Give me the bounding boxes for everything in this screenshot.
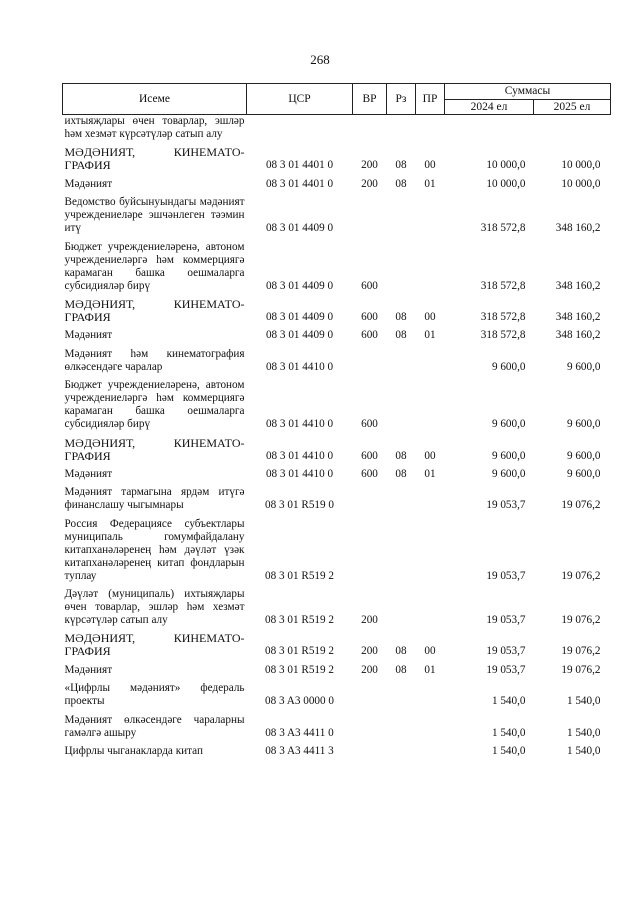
row-vr: 200 xyxy=(361,645,378,658)
row-name: Мәдәният xyxy=(64,329,113,342)
row-pr: 01 xyxy=(424,467,436,480)
row-vr: 200 xyxy=(361,614,378,627)
row-csr: 08 3 01 4410 0 xyxy=(265,418,334,431)
row-name: Мәдәният xyxy=(64,467,113,480)
row-rz xyxy=(387,714,416,745)
row-name: Россия Федерациясе субъектлары муниципаль гомумфайдалану китапханәләренең һәм дәүләт үзәк китапханәләренең китап фондларын туплау xyxy=(64,517,245,582)
row-vr xyxy=(353,714,387,745)
row-pr: 01 xyxy=(424,663,436,676)
row-vr: 600 xyxy=(361,310,378,323)
row-csr: 08 3 01 R519 2 xyxy=(265,569,334,582)
row-csr: 08 3 01 4410 0 xyxy=(265,360,334,373)
row-csr: 08 3 01 4401 0 xyxy=(265,159,334,172)
table-row xyxy=(63,329,611,347)
header-csr: ЦСР xyxy=(247,84,353,115)
row-pr: 00 xyxy=(424,645,436,658)
row-csr: 08 3 A3 0000 0 xyxy=(265,695,334,708)
row-rz: 08 xyxy=(395,310,407,323)
table-body xyxy=(63,115,611,764)
row-pr: 00 xyxy=(424,159,436,172)
row-rz xyxy=(387,518,416,588)
row-csr: 08 3 01 4410 0 xyxy=(265,449,334,462)
row-amount-2025: 10 000,0 xyxy=(561,159,601,172)
row-amount-2025: 19 076,2 xyxy=(561,645,601,658)
table-row xyxy=(63,437,611,468)
row-rz xyxy=(387,379,416,436)
row-name: Мәдәният xyxy=(64,177,113,190)
row-name: «Цифрлы мәдәният» федераль проекты xyxy=(64,682,245,708)
table-row xyxy=(63,632,611,663)
row-amount-2024: 19 053,7 xyxy=(486,645,526,658)
row-vr xyxy=(353,682,387,713)
row-name: Мәдәният тармагына ярдәм итүгә финанслашу чыгымнары xyxy=(64,486,245,512)
table-row xyxy=(63,178,611,196)
row-vr: 200 xyxy=(361,159,378,172)
row-vr xyxy=(353,518,387,588)
table-row xyxy=(63,664,611,682)
row-pr xyxy=(416,714,445,745)
row-pr xyxy=(416,745,445,763)
row-amount-2025: 1 540,0 xyxy=(566,695,601,708)
row-amount-2024: 318 572,8 xyxy=(480,329,526,342)
row-vr: 600 xyxy=(361,279,378,292)
row-name: МӘДӘНИЯТ, КИНЕМАТО-ГРАФИЯ xyxy=(64,631,245,659)
row-csr: 08 3 01 R519 2 xyxy=(265,614,334,627)
row-csr: 08 3 01 R519 2 xyxy=(265,645,334,658)
row-csr: 08 3 01 4401 0 xyxy=(265,177,334,190)
row-amount-2025: 1 540,0 xyxy=(566,726,601,739)
header-sums: Суммасы xyxy=(445,84,611,100)
table-row xyxy=(63,714,611,745)
row-rz xyxy=(387,486,416,517)
row-amount-2024: 10 000,0 xyxy=(486,159,526,172)
table-row xyxy=(63,241,611,298)
row-amount-2024: 1 540,0 xyxy=(491,726,526,739)
row-amount-2025: 9 600,0 xyxy=(566,418,601,431)
row-pr xyxy=(416,348,445,379)
table-header xyxy=(63,84,611,115)
row-pr xyxy=(416,486,445,517)
row-amount-2024: 19 053,7 xyxy=(486,569,526,582)
table-row xyxy=(63,379,611,436)
row-rz: 08 xyxy=(395,159,407,172)
row-csr: 08 3 01 R519 2 xyxy=(265,663,334,676)
row-pr xyxy=(416,196,445,240)
row-amount-2025: 348 160,2 xyxy=(555,310,601,323)
row-name: МӘДӘНИЯТ, КИНЕМАТО-ГРАФИЯ xyxy=(64,296,245,324)
row-amount-2024: 9 600,0 xyxy=(491,360,526,373)
row-rz xyxy=(387,682,416,713)
row-name: Бюджет учреждениеләренә, автоном учреждениеләргә һәм коммерциягә карамаган башка оешмаларга субсидияләр бирү xyxy=(64,240,245,292)
row-rz: 08 xyxy=(395,329,407,342)
row-rz: 08 xyxy=(395,177,407,190)
row-name: Ведомство буйсынуындагы мәдәният учреждениеләре эшчәнлеген тәэмин итү xyxy=(64,196,245,235)
row-vr xyxy=(353,486,387,517)
row-pr: 01 xyxy=(424,177,436,190)
row-csr: 08 3 01 4409 0 xyxy=(265,310,334,323)
table-row xyxy=(63,745,611,763)
row-csr xyxy=(247,115,353,147)
row-amount-2025: 19 076,2 xyxy=(561,614,601,627)
row-vr: 600 xyxy=(361,449,378,462)
row-rz: 08 xyxy=(395,663,407,676)
row-amount-2025: 19 076,2 xyxy=(561,569,601,582)
row-csr: 08 3 01 4409 0 xyxy=(265,279,334,292)
row-amount-2025: 9 600,0 xyxy=(566,449,601,462)
table-row xyxy=(63,196,611,240)
row-amount-2024: 318 572,8 xyxy=(480,279,526,292)
row-amount-2024: 19 053,7 xyxy=(486,663,526,676)
header-rz: Рз xyxy=(387,84,416,115)
row-amount-2025: 348 160,2 xyxy=(555,329,601,342)
row-pr xyxy=(416,518,445,588)
row-rz: 08 xyxy=(395,449,407,462)
row-amount-2025: 348 160,2 xyxy=(555,279,601,292)
header-year-2025: 2025 ел xyxy=(534,99,611,115)
row-name: МӘДӘНИЯТ, КИНЕМАТО-ГРАФИЯ xyxy=(64,145,245,173)
row-amount-2024: 19 053,7 xyxy=(486,499,526,512)
header-name: Исеме xyxy=(63,84,247,115)
row-amount-2025: 19 076,2 xyxy=(561,499,601,512)
table-row xyxy=(63,682,611,713)
row-amount-2025: 10 000,0 xyxy=(561,177,601,190)
row-amount-2025: 348 160,2 xyxy=(555,222,601,235)
row-vr xyxy=(353,115,387,147)
table-row xyxy=(63,588,611,632)
row-vr xyxy=(353,196,387,240)
row-csr: 08 3 01 4409 0 xyxy=(265,329,334,342)
row-amount-2024: 10 000,0 xyxy=(486,177,526,190)
row-csr: 08 3 01 4410 0 xyxy=(265,467,334,480)
table-row xyxy=(63,146,611,177)
row-rz xyxy=(387,241,416,298)
row-rz xyxy=(387,745,416,763)
row-vr: 200 xyxy=(361,663,378,676)
row-rz xyxy=(387,588,416,632)
table-row xyxy=(63,486,611,517)
row-csr: 08 3 A3 4411 3 xyxy=(265,745,334,758)
row-amount-2024 xyxy=(445,115,534,147)
row-vr xyxy=(353,348,387,379)
row-name: Мәдәният xyxy=(64,663,113,676)
row-csr: 08 3 A3 4411 0 xyxy=(265,726,334,739)
header-pr: ПР xyxy=(416,84,445,115)
row-amount-2024: 1 540,0 xyxy=(491,695,526,708)
row-name: Дәүләт (муниципаль) ихтыяҗлары өчен товарлар, эшләр һәм хезмәт күрсәтүләр сатып алу xyxy=(64,588,245,627)
row-amount-2025: 9 600,0 xyxy=(566,467,601,480)
row-pr: 00 xyxy=(424,310,436,323)
row-csr: 08 3 01 R519 0 xyxy=(265,499,334,512)
row-pr xyxy=(416,241,445,298)
row-vr: 200 xyxy=(361,177,378,190)
header-vr: ВР xyxy=(353,84,387,115)
row-pr xyxy=(416,682,445,713)
row-vr xyxy=(353,745,387,763)
row-name: Мәдәният һәм кинематография өлкәсендәге чаралар xyxy=(64,347,245,373)
row-name: Цифрлы чыганакларда китап xyxy=(64,745,203,758)
row-pr: 01 xyxy=(424,329,436,342)
row-amount-2024: 9 600,0 xyxy=(491,418,526,431)
row-amount-2025: 1 540,0 xyxy=(566,745,601,758)
row-name: Мәдәният өлкәсендәге чараларны гамәлгә ашыру xyxy=(64,713,245,739)
row-rz: 08 xyxy=(395,645,407,658)
row-vr: 600 xyxy=(361,329,378,342)
row-amount-2024: 318 572,8 xyxy=(480,310,526,323)
row-vr: 600 xyxy=(361,418,378,431)
row-pr xyxy=(416,379,445,436)
page-number: 268 xyxy=(310,52,330,67)
table-row xyxy=(63,115,611,147)
row-rz: 08 xyxy=(395,467,407,480)
row-pr xyxy=(416,588,445,632)
row-amount-2024: 9 600,0 xyxy=(491,467,526,480)
row-amount-2025: 19 076,2 xyxy=(561,663,601,676)
row-name: ихтыяҗлары өчен товарлар, эшләр һәм хезмәт күрсәтүләр сатып алу xyxy=(64,115,245,140)
row-pr: 00 xyxy=(424,449,436,462)
table-row xyxy=(63,298,611,329)
row-amount-2024: 1 540,0 xyxy=(491,745,526,758)
row-amount-2024: 318 572,8 xyxy=(480,222,526,235)
row-name: МӘДӘНИЯТ, КИНЕМАТО-ГРАФИЯ xyxy=(64,435,245,463)
row-rz xyxy=(387,348,416,379)
table-row xyxy=(63,518,611,588)
row-pr xyxy=(416,115,445,147)
header-year-2024: 2024 ел xyxy=(445,99,534,115)
row-name: Бюджет учреждениеләренә, автоном учреждениеләргә һәм коммерциягә карамаган башка оешмаларга субсидияләр бирү xyxy=(64,379,245,431)
row-amount-2024: 9 600,0 xyxy=(491,449,526,462)
row-rz xyxy=(387,196,416,240)
row-amount-2025: 9 600,0 xyxy=(566,360,601,373)
row-amount-2024: 19 053,7 xyxy=(486,614,526,627)
budget-table xyxy=(62,83,611,763)
table-row xyxy=(63,468,611,486)
row-rz xyxy=(387,115,416,147)
row-amount-2025 xyxy=(534,115,611,147)
row-vr: 600 xyxy=(361,467,378,480)
table-row xyxy=(63,348,611,379)
row-csr: 08 3 01 4409 0 xyxy=(265,222,334,235)
